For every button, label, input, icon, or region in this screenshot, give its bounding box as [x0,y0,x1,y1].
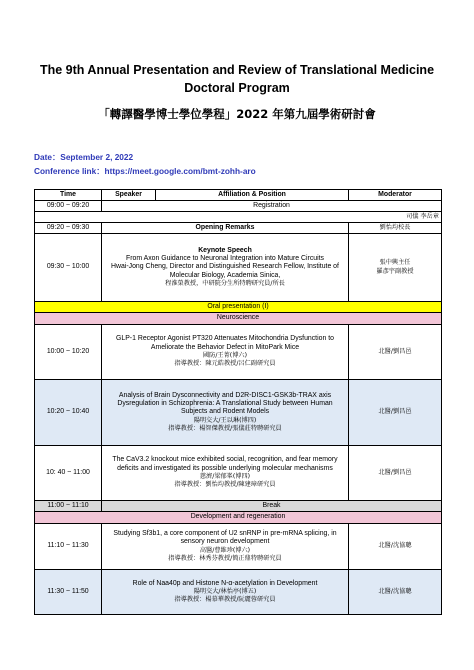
keynote-heading: Keynote Speech [198,246,252,254]
conference-link-info [34,165,256,177]
talk-advisor: 指導教授：陳元皓教授/呂仁副研究員 [174,360,276,368]
talk-advisor: 指導教授：劉怡均教授/陳建璋研究員 [174,481,276,489]
opening-label: Opening Remarks [102,223,349,234]
keynote-moderators [349,234,442,302]
conference-link[interactable]: https://meet.google.com/bmt-zohh-aro [104,166,256,176]
talk-moderator: 北醫/沈協聰 [349,570,442,615]
document-title-line1: The 9th Annual Presentation and Review of Translational Medicine [39,63,435,77]
keynote-title: From Axon Guidance to Neuronal Integration into Mature Circuits [125,255,324,263]
talk-time: 11:10 ~ 11:30 [35,524,102,570]
keynote-content [102,234,349,302]
talk-content [102,446,349,501]
keynote-time: 09:30 ~ 10:00 [35,234,102,302]
talk-row [35,380,442,446]
date-value: September 2, 2022 [60,152,134,162]
talk-content [102,570,349,615]
table-header-row [35,190,442,201]
development-section-row [35,512,442,524]
talk-title: Analysis of Brain Dysconnectivity and D2R-DISC1-GSK3b-TRAX axis Dysregulation in Schizophrenia: A Translational Study between Human Subjects and Rodent Models [117,391,333,416]
date-label: Date： [34,152,61,162]
oral-section-row [35,302,442,313]
document-subtitle-chinese: 「轉譯醫學博士學位學程」2022 年第九屆學術研討會 [98,107,376,121]
talk-title: Studying Sf3b1, a core component of U2 snRNP in pre-mRNA splicing, in sensory neuron development [113,529,337,546]
development-section-label: Development and regeneration [35,512,442,524]
keynote-moderator-1: 張中興主任 [379,259,411,267]
keynote-speaker: Hwai-Jong Cheng, Director and Distinguished Research Fellow, Institute of Molecular Biology, Academia Sinica, [111,263,339,279]
oral-section-label: Oral presentation (I) [35,302,442,313]
mc-row [35,212,442,223]
talk-time: 11:30 ~ 11:50 [35,570,102,615]
talk-row [35,446,442,501]
talk-advisor: 指導教授：楊智傑教授/張儀莊特聘研究員 [168,424,282,432]
talk-presenter: 高醫/曹維珍(博六) [199,546,251,554]
talk-moderator: 北醫/劉昌邑 [349,325,442,380]
talk-title: The CaV3.2 knockout mice exhibited social, recognition, and fear memory deficits and investigated its possible underlying molecular mechanisms [112,456,338,472]
talk-advisor: 指導教授：楊慕華教授/阮麗蓉研究員 [174,596,276,604]
document-title-line2: Doctoral Program [184,81,290,95]
talk-presenter: 國防/王菁(博六) [202,352,248,359]
talk-moderator: 北醫/劉昌邑 [349,380,442,446]
conference-link-label: Conference link： [34,166,105,176]
header-speaker: Speaker [102,190,156,201]
talk-presenter: 慈濟/梁郁峯(博四) [199,473,251,480]
talk-row [35,524,442,570]
break-time: 11:00 ~ 11:10 [35,501,102,512]
talk-content [102,325,349,380]
mc-name: 司儀 李岳章 [35,212,442,223]
talk-content [102,524,349,570]
talk-row [35,570,442,615]
header-time: Time [35,190,102,201]
talk-moderator: 北醫/沈協聰 [349,524,442,570]
registration-label: Registration [102,201,442,212]
neuroscience-section-row [35,313,442,325]
talk-title: GLP-1 Receptor Agonist PT320 Attenuates Mitochondria Dysfunction to Ameliorate the Behavior Defect in MitoPark Mice [116,335,334,351]
header-moderator: Moderator [349,190,442,201]
neuroscience-section-label: Neuroscience [35,313,442,325]
talk-time: 10:00 ~ 10:20 [35,325,102,380]
header-affiliation: Affiliation & Position [156,190,349,201]
opening-row [35,223,442,234]
talk-advisor: 指導教授：林秀芬教授/簡正鼎特聘研究員 [168,554,282,562]
keynote-moderator-2: 羅彥宇副教授 [376,267,414,275]
keynote-speaker-zh: 程淮榮教授，中研院分生所特聘研究員/所長 [165,279,285,287]
schedule-table [34,189,442,615]
talk-time: 10:20 ~ 10:40 [35,380,102,446]
talk-row [35,325,442,380]
opening-moderator: 劉怡均校長 [349,223,442,234]
registration-time: 09:00 ~ 09:20 [35,201,102,212]
talk-moderator: 北醫/劉昌邑 [349,446,442,501]
talk-time: 10: 40 ~ 11:00 [35,446,102,501]
date-info [34,151,133,163]
registration-row [35,201,442,212]
talk-content [102,380,349,446]
break-row [35,501,442,512]
break-label: Break [102,501,442,512]
talk-presenter: 陽明交大/王以琳(博四) [193,416,257,424]
talk-presenter: 陽明交大/林怡亭(博五) [193,587,257,595]
keynote-row [35,234,442,302]
talk-title: Role of Naa40p and Histone N-α-acetylation in Development [132,579,318,587]
opening-time: 09:20 ~ 09:30 [35,223,102,234]
